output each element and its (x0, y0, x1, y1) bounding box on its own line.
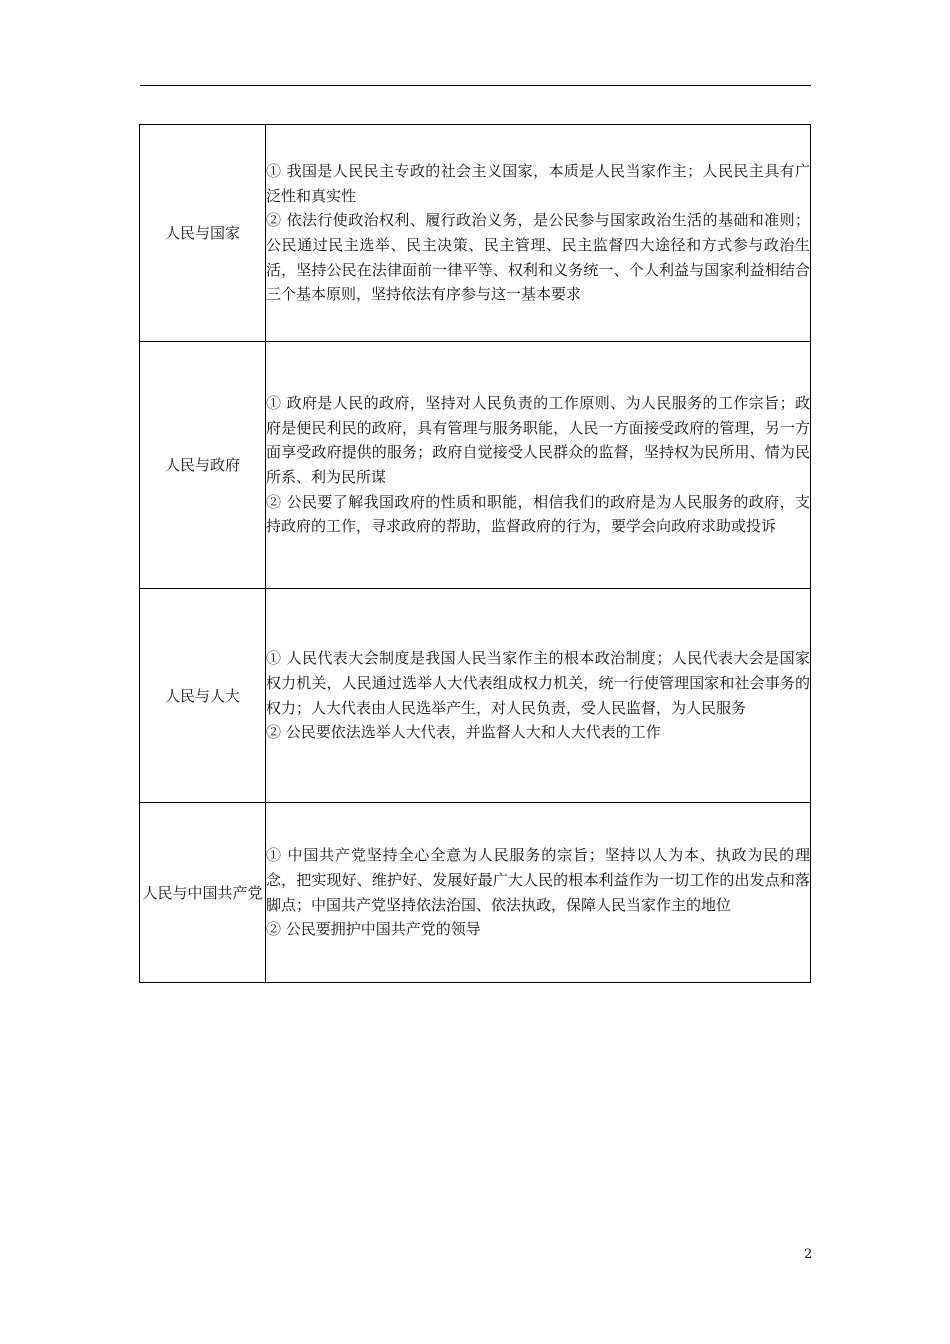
row-topic: 人民与政府 (140, 342, 266, 589)
table-row (140, 342, 811, 589)
content-point: ② 依法行使政治权利、履行政治义务，是公民参与国家政治生活的基础和准则；公民通过民主选举、民主决策、民主管理、民主监督四大途径和方式参与政治生活，坚持公民在法律面前一律平等、权利和义务统一、个人利益与国家利益相结合三个基本原则，坚持依法有序参与这一基本要求 (266, 211, 810, 304)
content-point: ① 政府是人民的政府，坚持对人民负责的工作原则、为人民服务的工作宗旨；政府是便民利民的政府，具有管理与服务职能，人民一方面接受政府的管理，另一方面享受政府提供的服务；政府自觉接受人民群众的监督，坚持权为民所用、情为民所系、利为民所谋 (266, 394, 810, 486)
row-content (266, 125, 811, 342)
row-content (266, 803, 811, 983)
table-row (140, 125, 811, 342)
content-table (139, 124, 811, 983)
row-content (266, 589, 811, 803)
content-point: ② 公民要依法选举人大代表，并监督人大和人大代表的工作 (266, 723, 661, 742)
table-row (140, 589, 811, 803)
row-topic: 人民与人大 (140, 589, 266, 803)
row-topic: 人民与中国共产党 (140, 803, 266, 983)
row-content (266, 342, 811, 589)
content-point: ① 我国是人民民主专政的社会主义国家，本质是人民当家作主；人民民主具有广泛性和真实性 (266, 162, 810, 205)
content-point: ② 公民要了解我国政府的性质和职能，相信我们的政府是为人民服务的政府，支持政府的工作，寻求政府的帮助，监督政府的行为，要学会向政府求助或投诉 (266, 492, 810, 536)
header-rule (140, 85, 811, 86)
content-point: ① 中国共产党坚持全心全意为人民服务的宗旨；坚持以人为本、执政为民的理念，把实现好、维护好、发展好最广大人民的根本利益作为一切工作的出发点和落脚点；中国共产党坚持依法治国、依法执政，保障人民当家作主的地位 (266, 846, 810, 914)
row-topic: 人民与国家 (140, 125, 266, 342)
content-point: ① 人民代表大会制度是我国人民当家作主的根本政治制度；人民代表大会是国家权力机关，人民通过选举人大代表组成权力机关，统一行使管理国家和社会事务的权力；人大代表由人民选举产生，对人民负责，受人民监督，为人民服务 (266, 649, 810, 717)
content-point: ② 公民要拥护中国共产党的领导 (266, 920, 481, 939)
page-number: 2 (804, 1247, 813, 1262)
table-row (140, 803, 811, 983)
